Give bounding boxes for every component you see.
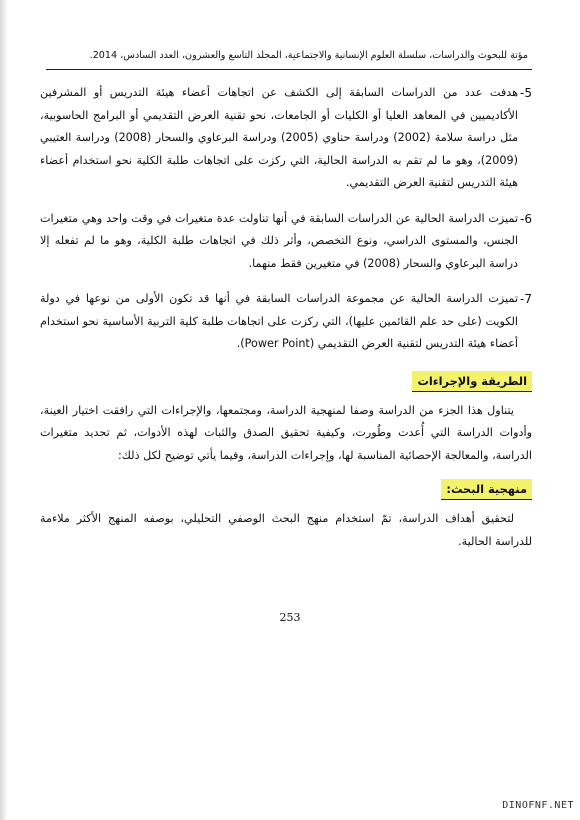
methodology-paragraph: لتحقيق أهداف الدراسة، تمّ استخدام منهج البحث الوصفي التحليلي، بوصفه المنهج الأكثر ملاءمة للدراسة الحالية. <box>40 512 532 548</box>
methodology-heading-row <box>40 477 532 508</box>
list-item <box>40 208 532 276</box>
list-item-text: تميزت الدراسة الحالية عن الدراسات السابقة في أنها تناولت عدة متغيرات في وقت واحد وهي متغيرات الجنس، والمستوى الدراسي، ونوع التخصص، وأثر ذلك في اتجاهات طلبة الكلية، وهو ما لم تفعله إلا دراسة البرعاوي والسحار (2008) في متغيرين فقط منهما. <box>40 211 519 270</box>
list-item-number: 6- <box>520 211 532 226</box>
site-watermark: DINOFNF.NET <box>502 800 574 811</box>
method-paragraph: يتناول هذا الجزء من الدراسة وصفا لمنهجية الدراسة، ومجتمعها، والإجراءات التي رافقت اختيار العينة، وأدوات الدراسة التي أُعدت وطُورت، وكيفية تحقيق الصدق والثبات لهذه الأدوات، ثم تحديد متغيرات الدراسة، والمعالجة الإحصائية المناسبة لها، وإجراءات الدراسة، وفيما يأتي توضيح لكل ذلك: <box>40 403 532 462</box>
running-header: مؤتة للبحوث والدراسات، سلسلة العلوم الإنسانية والاجتماعية، المجلد التاسع والعشرون، العدد السادس، 2014. <box>89 50 528 61</box>
list-item-text: تميزت الدراسة الحالية عن مجموعة الدراسات السابقة في أنها قد تكون الأولى من نوعها في دولة الكويت (على حد علم القائمين عليها)، التي ركزت على اتجاهات طلبة كلية التربية الأساسية نحو استخدام أعضاء هيئة التدريس لتقنية العرض التقديمي (Power Point). <box>40 292 519 350</box>
page-number: 253 <box>279 611 301 624</box>
list-item-number: 7- <box>520 292 532 306</box>
section-heading-method: الطريقة والإجراءات <box>412 371 532 392</box>
scan-edge-shadow <box>0 0 8 820</box>
list-item <box>40 82 532 195</box>
page-body <box>40 82 532 563</box>
list-item-text: هدفت عدد من الدراسات السابقة إلى الكشف عن اتجاهات أعضاء هيئة التدريس أو المشرفين الأكاديميين في المعاهد العليا أو الكليات أو الجامعات، نحو تقنية العرض التقديمي أو البرامج الحاسوبية، مثل دراسة سلامة (2002) ودراسة حناوي (2005) ودراسة البرعاوي والسحار (2008) ودراسة العتيبي (2009)، وهو ما لم تقم به الدراسة الحالية، التي ركزت على اتجاهات طلبة الكلية نحو استخدام أعضاء هيئة التدريس لتقنية العرض التقديمي. <box>40 86 519 189</box>
section-heading-methodology: منهجية البحث: <box>441 479 532 500</box>
list-item-number: 5- <box>520 86 532 100</box>
method-heading-row <box>40 369 532 400</box>
header-rule <box>46 69 532 70</box>
list-item <box>40 288 532 356</box>
